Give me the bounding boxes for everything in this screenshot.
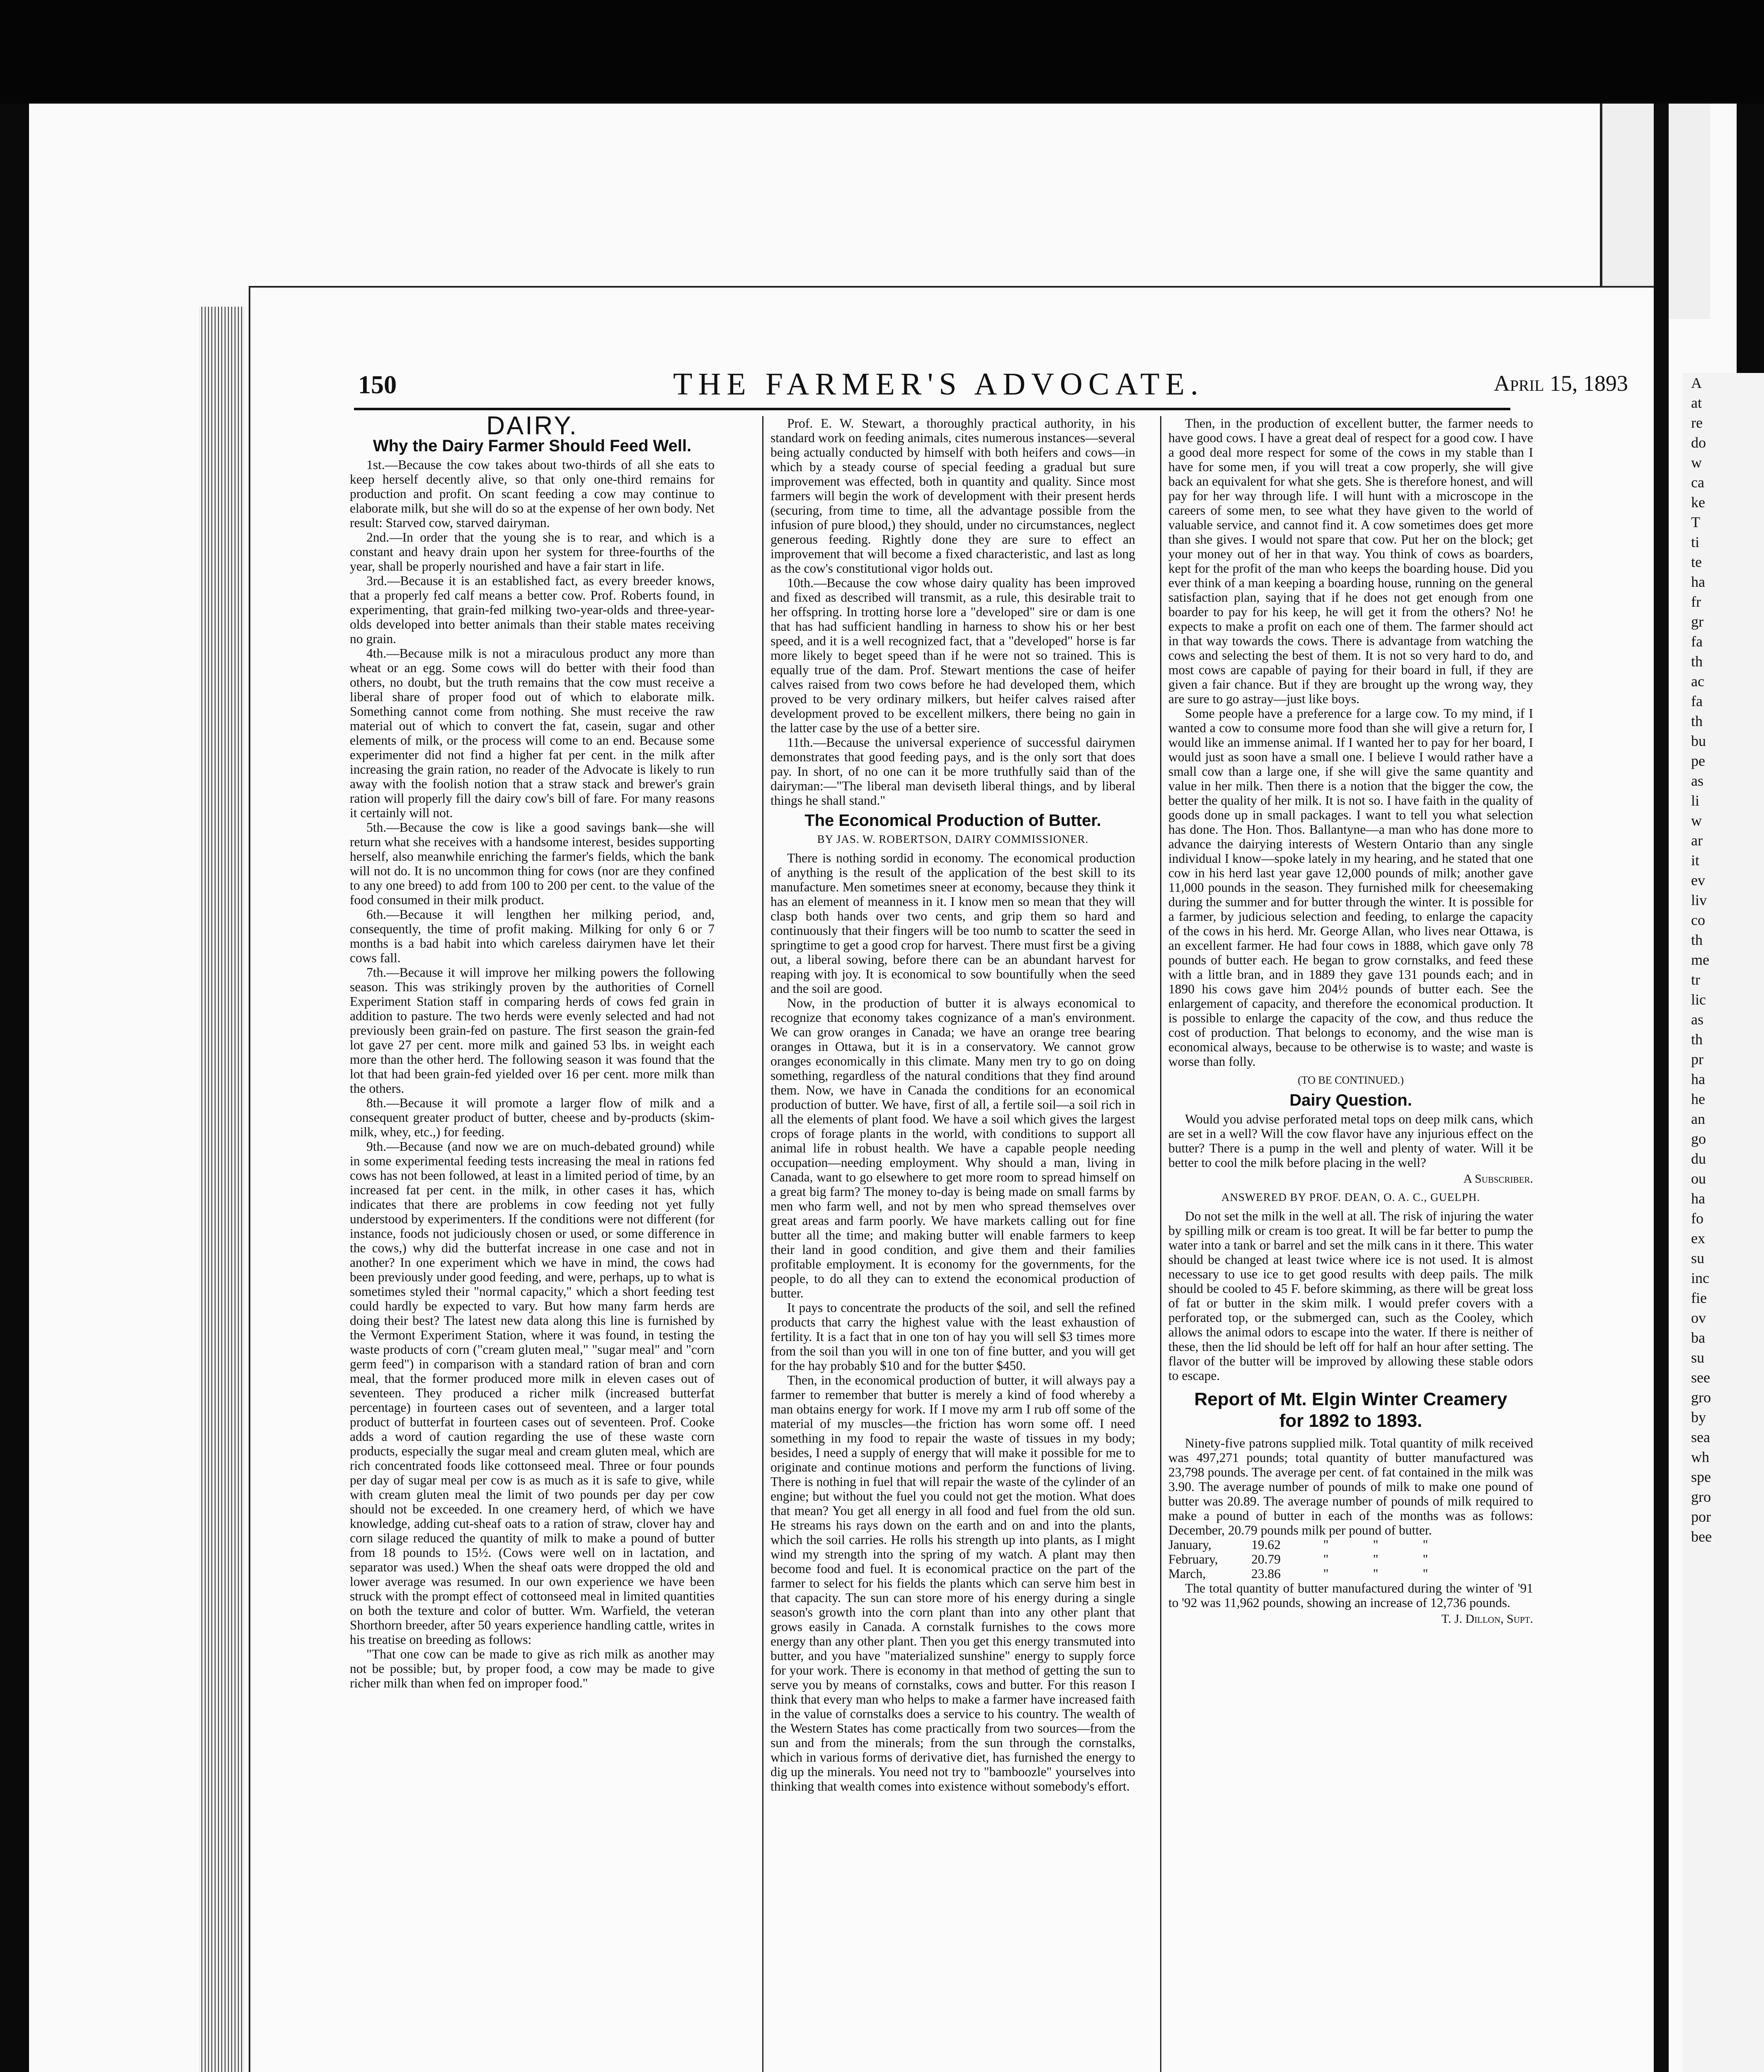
table-row — [1168, 1566, 1533, 1581]
fragment-text: pe — [1691, 753, 1705, 769]
fragment-text: ha — [1691, 1190, 1705, 1207]
header-rule — [354, 408, 1510, 410]
column-2 — [771, 416, 1135, 2072]
quotation: "That one cow can be made to give as rich milk as another may not be possible; but, by proper food, a cow may be made to give richer milk than when fed on improper food." — [350, 1647, 715, 1690]
fragment-text: fr — [1691, 593, 1701, 610]
fragment-text: it — [1691, 852, 1700, 869]
article-title — [1168, 1389, 1533, 1432]
fragment-text: ov — [1691, 1310, 1706, 1326]
article-title: Why the Dairy Farmer Should Feed Well. — [373, 437, 692, 455]
byline: BY JAS. W. ROBERTSON, DAIRY COMMISSIONER. — [817, 833, 1089, 845]
fragment-text: du — [1691, 1150, 1706, 1167]
table-row — [1168, 1537, 1533, 1552]
month-cell: March, — [1168, 1566, 1206, 1581]
fragment-text: th — [1691, 713, 1703, 729]
article-paragraph: Now, in the production of butter it is always economical to recognize that economy takes cognizance of a man's environment. We can grow oranges in Canada; we have an orange tree bearing oranges in Ottawa, but it is in a conservatory. We cannot grow oranges economically in this climate. Many men try to go on doing something, regardless of the natural conditions that they find around them. Now, we have in Canada the conditions for an economical production of butter. We have, first of all, a fertile soil—a soil rich in all the elements of plant food. We have a soil which gives the largest crops of forage plants in the world, with conditions to support all animal life in robust health. We have a capable people needing occupation—needing employment. Why should a man, living in Canada, want to go elsewhere to get more room to spread himself on a great big farm? The money to-day is being made on small farms by men who farm well, and not by men who spread themselves over great areas and farm poorly. We have markets calling out for fine butter all the time; and making butter will enable farmers to keep their land in good condition, and give them and their families profitable employment. It is economy for the governments, for the people, to do all they can to extend the economical production of butter. — [771, 996, 1135, 1300]
ditto-mark: " — [1323, 1552, 1329, 1566]
fragment-text: ev — [1691, 872, 1705, 888]
ditto-mark: " — [1323, 1537, 1329, 1552]
fragment-text: wh — [1691, 1449, 1709, 1465]
article-paragraph: 8th.—Because it will promote a larger flow of milk and a consequent greater product of butter, cheese and by-products (skim-milk, whey, etc.,) for feeding. — [350, 1096, 715, 1139]
ditto-mark: " — [1422, 1537, 1428, 1552]
article-paragraph: 6th.—Because it will lengthen her milking period, and, consequently, the time of profit making. Milking for only 6 or 7 months is a bad habit into which careless dairymen have let their cows fall. — [350, 907, 715, 965]
article-paragraph: Some people have a preference for a large cow. To my mind, if I wanted a cow to consume more food than she will give a return for, I would like an immense animal. If I wanted her to pay for her board, I would just as soon have a small one. I believe I would rather have a small cow than a large one, if she will give the same quantity and value in her milk. Then there is a notion that the bigger the cow, the better the quality of her milk. It is not so. I have faith in the quality of goods done up in small packages. I want to tell you what selection has done. The Hon. Thos. Ballantyne—a man who has done more to advance the dairying interests of Western Ontario than any single individual I know—spoke lately in my hearing, and he stated that one cow in his herd last year gave 12,000 pounds of milk; another gave 11,000 pounds in the season. They furnished milk for cheesemaking during the summer and for butter through the winter. It is possible for a farmer, by judicious selection and feeding, to enlarge the capacity of the cows in his herd. Mr. George Allan, who lives near Ottawa, is an excellent farmer. He had four cows in 1888, which gave only 78 pounds of butter each. He began to grow cornstalks, and feed these with a little bran, and in 1889 they gave 131 pounds each; and in 1890 his cows gave him 204½ pounds of butter each. See the enlargement of capacity, and therefore the economical production. It is possible to enlarge the capacity of the cow, and thus reduce the cost of production. That belongs to economy, and the wise man is economical always, because to be otherwise is to waste; and waste is worse than folly. — [1168, 706, 1533, 1069]
fragment-text: as — [1691, 1011, 1703, 1028]
article-paragraph: There is nothing sordid in economy. The economical production of anything is the result of the application of the best skill to its manufacture. Men sometimes sneer at economy, because they think it has an element of meanness in it. I know men so mean that they will clasp both hands over two cents, and grip them so hard and continuously that their fingers will be too numb to scatter the seed in springtime to get a good crop for harvest. There must first be a giving out, a liberal sowing, before there can be an abundant harvest for reaping with joy. It is economical to sow bountifully when the seed and the soil are good. — [771, 851, 1135, 996]
column-rule — [762, 416, 763, 2072]
fragment-text: as — [1691, 772, 1703, 789]
fragment-text: he — [1691, 1091, 1705, 1107]
fragment-text: pr — [1691, 1051, 1703, 1067]
fragment-text: lic — [1691, 991, 1706, 1008]
fragment-text: ar — [1691, 832, 1703, 849]
fragment-text: gro — [1691, 1389, 1711, 1406]
masthead: THE FARMER'S ADVOCATE. — [673, 367, 1204, 402]
fragment-text: do — [1691, 434, 1706, 451]
fragment-text: an — [1691, 1111, 1705, 1127]
fragment-text: ba — [1691, 1329, 1705, 1346]
value-cell: 19.62 — [1251, 1537, 1281, 1552]
book-page-edges — [199, 307, 245, 2072]
fragment-text: ke — [1691, 494, 1705, 511]
report-signature: T. J. Dillon, Supt. — [1441, 1612, 1533, 1626]
article-paragraph: Prof. E. W. Stewart, a thoroughly practical authority, in his standard work on feeding animals, cites numerous instances—several being actually conducted by himself with both heifers and cows—in which by a steady course of special feeding a gradual but sure improvement was effected, both in quantity and quality. Since most farmers will begin the work of development with their present herds (securing, from time to time, all the advantage possible from the infusion of pure blood,) they should, under no circumstances, neglect generous feeding. Rightly done they are sure to effect an improvement that will become a fixed characteristic, and last as long as the cow's constitutional vigor holds out. — [771, 416, 1135, 576]
fragment-text: th — [1691, 1031, 1703, 1048]
issue-date: April 15, 1893 — [1494, 371, 1628, 396]
month-cell: February, — [1168, 1552, 1218, 1566]
column-rule — [1160, 416, 1161, 2072]
newspaper-page — [249, 286, 1657, 2072]
question-text: Would you advise perforated metal tops on deep milk cans, which are set in a well? Will the cow flavor have any injurious effect on the butter? There is a pump in the well and plenty of water. Will it be better to cool the milk before placing in the well? — [1168, 1112, 1533, 1170]
ditto-mark: " — [1373, 1566, 1379, 1581]
column-3 — [1168, 416, 1533, 2072]
ditto-mark: " — [1323, 1566, 1329, 1581]
table-row — [1168, 1552, 1533, 1566]
fragment-text: sea — [1691, 1429, 1710, 1445]
fragment-text: see — [1691, 1369, 1710, 1386]
fragment-text: tr — [1691, 971, 1700, 988]
fragment-text: A — [1691, 375, 1702, 391]
fragment-text: su — [1691, 1250, 1705, 1266]
fragment-text: fo — [1691, 1210, 1703, 1227]
fragment-text: bee — [1691, 1528, 1712, 1545]
article-paragraph: 5th.—Because the cow is like a good savings bank—she will return what she receives with a handsome interest, besides supporting herself, also meanwhile enriching the farmer's fields, which the bank will not do. It is no uncommon thing for cows (nor are they confined to any one breed) to add from 100 to 200 per cent. to the value of the food consumed in their milk product. — [350, 820, 715, 907]
fragment-text: ti — [1691, 534, 1700, 550]
article-paragraph: It pays to concentrate the products of the soil, and sell the refined products that carry the highest value with the least exhaustion of fertility. It is a fact that in one ton of hay you will sell $3 times more from the soil than you will in one ton of fine butter, and you will get for the hay probably $10 and for the butter $450. — [771, 1300, 1135, 1373]
ditto-mark: " — [1373, 1537, 1379, 1552]
page-number: 150 — [358, 371, 397, 399]
ditto-mark: " — [1373, 1552, 1379, 1566]
fragment-text: fa — [1691, 693, 1703, 709]
fragment-text: spe — [1691, 1469, 1711, 1485]
column-1 — [350, 416, 715, 2072]
fragment-text: th — [1691, 932, 1703, 948]
fragment-text: go — [1691, 1130, 1706, 1147]
fragment-text: ha — [1691, 1071, 1705, 1087]
microfilm-border-top — [0, 0, 1764, 104]
fragment-text: at — [1691, 395, 1702, 411]
fragment-text: su — [1691, 1349, 1705, 1366]
title-line: for 1892 to 1893. — [1279, 1411, 1422, 1431]
article-paragraph: 1st.—Because the cow takes about two-thirds of all she eats to keep herself decently alive, so that only one-third remains for production and profit. On scant feeding a cow may continue to elaborate milk, but she will do so at the expense of her own body. Net result: Starved cow, starved dairyman. — [350, 457, 715, 530]
article-paragraph: 11th.—Because the universal experience of successful dairymen demonstrates that good feeding pays, and is the only sort that does pay. In short, of no one can it be more truthfully said than of the dairyman:—"The liberal man deviseth liberal things, and by liberal things he shall stand." — [771, 735, 1135, 808]
fragment-text: ex — [1691, 1230, 1705, 1247]
fragment-text: co — [1691, 912, 1705, 928]
fragment-text: gro — [1691, 1489, 1711, 1505]
fragment-text: inc — [1691, 1270, 1709, 1286]
ditto-mark: " — [1422, 1566, 1428, 1581]
value-cell: 23.86 — [1251, 1566, 1281, 1581]
month-cell: January, — [1168, 1537, 1212, 1552]
fragment-text: te — [1691, 554, 1702, 570]
fragment-text: fie — [1691, 1290, 1707, 1306]
article-paragraph: 7th.—Because it will improve her milking powers the following season. This was strikingly proven by the authorities of Cornell Experiment Station staff in comparing herds of cows fed grain in addition to pasture. The two herds were evenly selected and had not previously been grain-fed on pasture. The first season the grain-fed lot gave 27 per cent. more milk and gained 53 lbs. in weight each more than the other herd. The following season it was found that the lot that had been grain-fed yielded over 16 per cent. more milk than the others. — [350, 965, 715, 1096]
article-paragraph: 4th.—Because milk is not a miraculous product any more than wheat or an egg. Some cows will do better with their food than others, no doubt, but the truth remains that the cow must receive a liberal share of proper food out of which to elaborate milk. Something cannot come from nothing. She must receive the raw material out of which to convert the fat, casein, sugar and other elements of milk, or the process will come to an end. Because some experimenter did not find a higher fat per cent. in the milk after increasing the grain ration, no reader of the Advocate is likely to run away with the foolish notion that a straw stack and brewer's grain ration will properly fill the dairy cow's bill of fare. For many reasons it certainly will not. — [350, 646, 715, 820]
answer-byline: ANSWERED BY PROF. DEAN, O. A. C., GUELPH. — [1221, 1191, 1480, 1203]
fragment-text: by — [1691, 1409, 1706, 1426]
article-paragraph: 9th.—Because (and now we are on much-debated ground) while in some experimental feeding tests increasing the meal in rations fed cows has not been followed, at least in a limited period of time, by an increased fat per cent. in the milk, in other cases it has, which indicates that there are problems in cow feeding not yet fully understood by experimenters. If the conditions were not different (for instance, foods not judiciously chosen or used, or some difference in the cows,) why did the butterfat increase in one case and not in another? In one experiment which we have in mind, the cows had been previously under good feeding, and were, perhaps, up to what is sometimes styled their "normal capacity," which a short feeding test could hardly be expected to vary. But how many farm herds are doing their best? The latest new data along this line is furnished by the Vermont Experiment Station, where it was found, in testing the waste products of corn ("cream gluten meal," "sugar meal" and "corn germ feed") in comparison with a standard ration of bran and corn meal, that the former produced more milk in eleven cases out of seventeen. They produced a richer milk (increased butterfat percentage) in fourteen cases out of seventeen, and a larger total product of butterfat in fourteen cases out of seventeen. Prof. Cooke adds a word of caution regarding the use of these waste corn products, especially the sugar meal and cream gluten meal, which are rich concentrated foods like cottonseed meal. Three or four pounds per day of sugar meal per cow is as much as it is safe to give, while with cream gluten meal the limit of two pounds per day per cow should not be exceeded. In one creamery herd, of which we have knowledge, adding cut-sheaf oats to a ration of straw, clover hay and corn silage reduced the quantity of milk to make a pound of butter from 18 pounds to 15½. (Cows were well on in lactation, and separator was used.) When the sheaf oats were dropped the old and lower average was resumed. In our own experience we have been struck with the prompt effect of cottonseed meal in limited quantities on both the texture and color of butter. Wm. Warfield, the veteran Shorthorn breeder, after 50 years experience handling cattle, writes in his treatise on breeding as follows: — [350, 1139, 715, 1647]
monthly-milk-table — [1168, 1537, 1533, 1581]
section-title: DAIRY. — [486, 416, 578, 440]
value-cell: 20.79 — [1251, 1552, 1281, 1566]
question-signature: A Subscriber. — [1463, 1172, 1533, 1186]
article-paragraph: 10th.—Because the cow whose dairy quality has been improved and fixed as described will transmit, as a rule, this desirable trait to her offspring. In trotting horse lore a "developed" sire or dam is one that has had sufficient handling in harness to show his or her best speed, and it is a well recognized fact, that a "developed" horse is far more likely to beget speed than if he were not so trained. This is equally true of the dam. Prof. Stewart mentions the case of heifer calves raised from two cows before he had developed them, which proved to be very ordinary milkers, but heifer calves raised after development proved to be excellent milkers, there being no gain in the latter case by the use of a better sire. — [771, 576, 1135, 735]
article-paragraph: 2nd.—In order that the young she is to rear, and which is a constant and heavy drain upon her system for three-fourths of the year, shall be properly nourished and have a fair start in life. — [350, 530, 715, 574]
fragment-text: ca — [1691, 474, 1704, 491]
fragment-text: gr — [1691, 613, 1703, 630]
page-gutter — [1654, 104, 1669, 2072]
answer-text: Do not set the milk in the well at all. The risk of injuring the water by spilling milk or cream is too great. It will be far better to pump the water into a tank or barrel and set the milk cans in it there. This water should be changed at least twice where ice is not used. It is almost necessary to use ice to get good results with deep pails. The milk should be cooled to 45 F. before skimming, as there will be great loss of fat or butter in the skim milk. I would prefer covers with a perforated top, or the submerged can, such as the Cooley, which allows the animal odors to escape into the water. If there is neither of these, then the lid should be left off for half an hour after setting. The flavor of the butter will be improved by allowing these stable odors to escape. — [1168, 1209, 1533, 1383]
fragment-text: li — [1691, 792, 1700, 809]
fragment-text: ha — [1691, 574, 1705, 590]
adjacent-page-fragment — [1683, 373, 1764, 2072]
fragment-text: bu — [1691, 733, 1706, 749]
article-paragraph: Then, in the production of excellent butter, the farmer needs to have good cows. I have a great deal of respect for a good cow. I have a good deal more respect for some of the cows in my stable than I have for some men, if you will treat a cow properly, she will give back an equivalent for what she gets. She is therefore honest, and will pay for her way through life. I will hunt with a microscope in the careers of some men, to see what they have given to the world of valuable service, and cannot find it. A cow sometimes does get more than she gives. I would not spare that cow. Put her on the block; get your money out of her in that way. You think of cows as boarders, kept for the profit of the man who keeps the boarding house. Did you ever think of a man keeping a boarding house, running on the general satisfaction plan, saying that if he does not get enough from one boarder to pay for his keep, he will get it from the others? No! he expects to make a profit on each one of them. The farmer should act in that way towards the cows. There is advantage from watching the cows and selecting the best of them. It is not so very hard to do, and most cows are capable of paying for their board in full, if they are given a fair chance. But if they are brought up the wrong way, they are sure to go astray—just like boys. — [1168, 416, 1533, 706]
fragment-text: T — [1691, 514, 1700, 530]
fragment-text: ac — [1691, 673, 1704, 690]
title-line: Report of Mt. Elgin Winter Creamery — [1194, 1389, 1507, 1409]
fragment-text: por — [1691, 1508, 1711, 1525]
fragment-text: w — [1691, 812, 1702, 829]
fragment-text: th — [1691, 653, 1703, 670]
continued-note: (TO BE CONTINUED.) — [1298, 1074, 1404, 1086]
article-paragraph: Then, in the economical production of butter, it will always pay a farmer to remember that butter is merely a kind of food whereby a man obtains energy for work. If I move my arm I rub off some of the material of my muscles—the friction has worn some off. I need something in my food to repair the waste of tissues in my body; besides, I need a supply of energy that will make it possible for me to originate and continue motions and perform the functions of living. There is nothing in fuel that will repair the waste of the cylinder of an engine; but without the fuel you could not get the motion. What does that mean? You get all energy in all food and fuel from the old sun. He streams his rays down on the earth and on and into the plants, which the soil carries. He rolls his strength up into plants, as I might wind my strength into the spring of my watch. A plant may then become food and fuel. It is economical practice on the part of the farmer to select for his fields the plants which can serve him best in that capacity. The sun can store more of his energy during a single season's growth into the corn plant than into any other plant that grows easily in Canada. A cornstalk furnishes to the cows more energy than any other plant. Then you get this energy transmuted into butter, and you have "materialized sunshine" energy to supply force for your work. There is economy in that method of getting the sun to serve you by means of cornstalks, cows and butter. For this reason I think that every man who helps to make a farmer have increased faith in the value of cornstalks does a service to his country. The wealth of the Western States has come practically from two sources—from the sun and from the minerals; from the sun through the cornstalks, which in various forms of derivative diet, has furnished the energy to dig up the minerals. You need not try to "bamboozle" yourselves into thinking that wealth comes into existence without somebody's effort. — [771, 1373, 1135, 1794]
fragment-text: ou — [1691, 1170, 1706, 1187]
fragment-text: re — [1691, 414, 1703, 431]
fragment-text: me — [1691, 951, 1709, 968]
article-paragraph: 3rd.—Because it is an established fact, as every breeder knows, that a properly fed calf means a better cow. Prof. Roberts found, in experimenting, that grain-fed milking two-year-olds and three-year-olds developed into better animals than their stable mates receiving no grain. — [350, 574, 715, 646]
report-text: Ninety-five patrons supplied milk. Total quantity of milk received was 497,271 pounds; total quantity of butter manufactured was 23,798 pounds. The average per cent. of fat contained in the milk was 3.90. The average number of pounds of milk to make one pound of butter was 20.89. The average number of pounds of milk required to make a pound of butter in each of the months was as follows: December, 20.79 pounds milk per pound of butter. — [1168, 1436, 1533, 1537]
fragment-text: w — [1691, 454, 1702, 471]
article-title: The Economical Production of Butter. — [804, 811, 1101, 830]
fragment-text: fa — [1691, 633, 1703, 650]
article-title: Dairy Question. — [1289, 1091, 1412, 1109]
report-text: The total quantity of butter manufactured during the winter of '91 to '92 was 11,962 pounds, showing an increase of 12,736 pounds. — [1168, 1581, 1533, 1610]
fragment-text: liv — [1691, 892, 1707, 908]
ditto-mark: " — [1422, 1552, 1428, 1566]
